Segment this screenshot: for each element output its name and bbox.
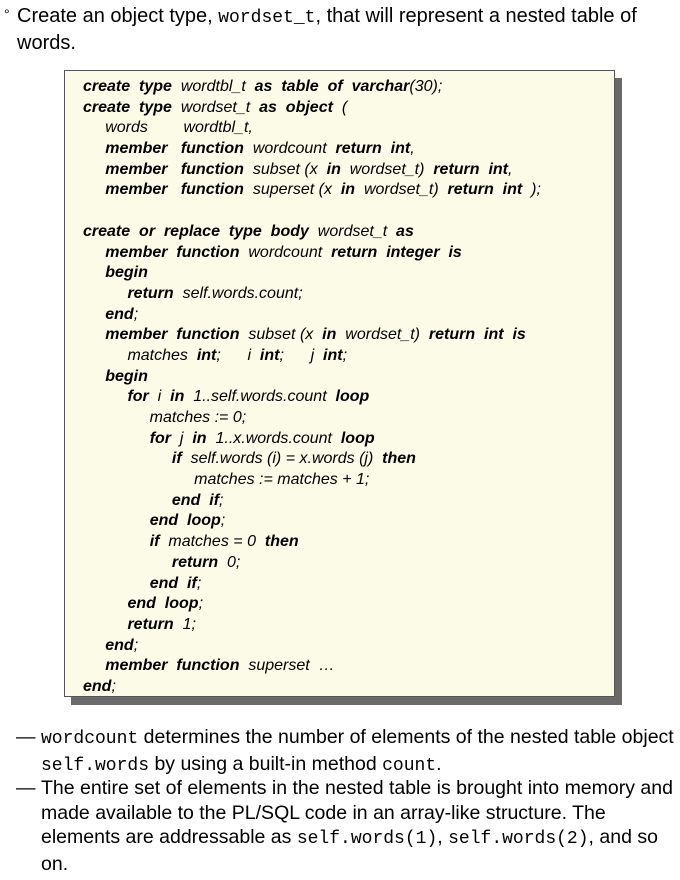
code-text: ; bbox=[220, 512, 226, 530]
code-keyword: return bbox=[331, 243, 378, 261]
code-keyword: then bbox=[382, 450, 416, 468]
code-text: ); bbox=[522, 181, 541, 199]
code-keyword: create bbox=[83, 98, 131, 116]
code-keyword: body bbox=[270, 222, 309, 240]
code-line bbox=[83, 346, 541, 367]
code-keyword: member bbox=[105, 160, 168, 178]
code-text bbox=[83, 161, 105, 178]
code-line bbox=[83, 305, 541, 326]
code-text bbox=[167, 181, 180, 198]
code-keyword: then bbox=[264, 533, 299, 551]
code-text bbox=[200, 492, 209, 509]
code-text: ; bbox=[133, 305, 139, 323]
code-keyword: int bbox=[484, 326, 504, 344]
code-keyword: if bbox=[187, 574, 197, 592]
code-text: wordset_t) bbox=[355, 181, 448, 199]
sub1-text3: . bbox=[436, 752, 442, 775]
code-keyword: int bbox=[390, 140, 411, 158]
code-line bbox=[83, 491, 541, 512]
code-text: matches := 0; bbox=[83, 409, 247, 426]
code-line bbox=[83, 470, 541, 491]
intro-code-type-name: wordset_t bbox=[218, 8, 316, 28]
code-text: matches := matches + 1; bbox=[83, 471, 370, 489]
code-keyword: int bbox=[502, 181, 523, 199]
code-line bbox=[83, 325, 541, 346]
code-text: ( bbox=[332, 98, 348, 116]
code-text bbox=[277, 99, 286, 116]
code-text bbox=[83, 575, 150, 592]
code-text bbox=[272, 78, 281, 95]
sub-bullet-text bbox=[41, 725, 676, 778]
code-keyword: loop bbox=[340, 429, 375, 447]
code-text bbox=[167, 140, 180, 157]
sub-bullet-dash: — bbox=[16, 777, 36, 799]
code-wordcount: wordcount bbox=[41, 729, 139, 749]
code-keyword: end bbox=[149, 512, 179, 530]
code-line bbox=[83, 387, 541, 408]
sub-bullet-memory bbox=[16, 776, 676, 876]
code-keyword: end bbox=[149, 574, 179, 592]
code-keyword: member bbox=[105, 657, 168, 675]
intro-post: , that will represent a nested table of words. bbox=[17, 5, 637, 54]
code-text: wordtbl_t bbox=[171, 78, 255, 95]
code-keyword: for bbox=[127, 388, 149, 406]
code-keyword: return bbox=[335, 140, 382, 158]
code-text bbox=[377, 244, 386, 261]
code-text: subset (x bbox=[243, 160, 327, 178]
code-text: wordset_t) bbox=[336, 326, 429, 344]
code-text: , bbox=[410, 140, 415, 158]
code-keyword: table bbox=[281, 78, 319, 95]
code-line bbox=[83, 594, 541, 615]
code-keyword: function bbox=[180, 181, 244, 199]
code-self-words-2: self.words(2) bbox=[448, 829, 589, 849]
code-line bbox=[83, 511, 541, 532]
code-text: ; bbox=[342, 346, 348, 364]
code-line bbox=[83, 77, 541, 98]
code-line bbox=[83, 201, 541, 222]
code-keyword: return bbox=[433, 160, 480, 178]
code-text: self.words.count; bbox=[173, 284, 303, 302]
code-line bbox=[83, 180, 541, 201]
code-keyword: end bbox=[105, 305, 134, 323]
code-text bbox=[83, 450, 172, 467]
code-keyword: type bbox=[139, 98, 172, 116]
code-text bbox=[167, 161, 180, 178]
code-text: words wordtbl_t, bbox=[83, 119, 253, 137]
intro-bullet bbox=[4, 4, 672, 56]
sub1-text1: determines the number of elements of the nested table object bbox=[138, 726, 674, 748]
code-text bbox=[83, 616, 127, 633]
code-line bbox=[83, 636, 541, 657]
code-keyword: as bbox=[259, 98, 277, 116]
code-text: (30); bbox=[409, 78, 443, 95]
code-keyword: end bbox=[105, 636, 134, 654]
code-text bbox=[83, 657, 105, 674]
code-keyword: of bbox=[327, 78, 343, 95]
code-keyword: return bbox=[127, 284, 174, 302]
code-text: superset … bbox=[239, 657, 335, 675]
code-text bbox=[83, 492, 172, 509]
code-text: , bbox=[508, 160, 513, 178]
code-keyword: return bbox=[127, 615, 174, 633]
code-text: ; bbox=[196, 574, 202, 592]
bullet-marker: ° bbox=[4, 6, 10, 22]
code-text bbox=[130, 223, 139, 240]
code-text: ; j bbox=[279, 346, 324, 364]
code-keyword: int bbox=[488, 160, 508, 178]
code-line bbox=[83, 222, 541, 243]
code-keyword: int bbox=[196, 346, 217, 364]
code-text bbox=[83, 637, 105, 654]
code-text: matches = 0 bbox=[159, 533, 265, 551]
code-text bbox=[83, 140, 105, 157]
code-keyword: return bbox=[447, 181, 494, 199]
code-text: ; bbox=[198, 595, 204, 613]
code-keyword: function bbox=[176, 243, 240, 261]
code-line bbox=[83, 367, 541, 388]
code-keyword: loop bbox=[187, 512, 221, 530]
code-text: ; bbox=[111, 677, 116, 695]
code-text bbox=[475, 326, 484, 343]
sub2-text2: , bbox=[437, 826, 449, 848]
code-text: j bbox=[171, 429, 193, 447]
code-line bbox=[83, 615, 541, 636]
code-text bbox=[83, 368, 105, 385]
sub2-text3: , and so on. bbox=[41, 826, 658, 875]
code-text: subset (x bbox=[239, 326, 323, 344]
code-text bbox=[83, 595, 127, 612]
code-keyword: function bbox=[180, 160, 244, 178]
code-keyword: in bbox=[340, 181, 356, 199]
code-self-words-1: self.words(1) bbox=[296, 829, 438, 849]
code-count: count bbox=[382, 755, 437, 776]
code-text: wordset_t bbox=[308, 222, 397, 240]
code-keyword: as bbox=[254, 78, 273, 95]
code-keyword: integer bbox=[386, 243, 440, 261]
code-text: 1..x.words.count bbox=[206, 429, 341, 447]
sub-bullet-dash: — bbox=[16, 726, 36, 748]
code-text bbox=[343, 78, 352, 95]
code-keyword: function bbox=[176, 657, 240, 675]
code-line bbox=[83, 449, 541, 470]
code-text: wordcount bbox=[243, 140, 336, 158]
code-keyword: function bbox=[180, 140, 244, 158]
code-text bbox=[382, 140, 391, 157]
code-keyword: in bbox=[192, 429, 207, 447]
code-listing-box bbox=[64, 70, 615, 697]
code-text: ; bbox=[133, 636, 139, 654]
code-text bbox=[262, 223, 271, 240]
code-line bbox=[83, 118, 541, 139]
code-text bbox=[494, 181, 503, 198]
code-line bbox=[83, 160, 541, 181]
code-text: wordcount bbox=[239, 243, 332, 261]
code-keyword: varchar bbox=[351, 78, 410, 95]
code-keyword: replace bbox=[163, 222, 220, 240]
code-keyword: object bbox=[285, 98, 333, 116]
code-keyword: in bbox=[170, 388, 185, 406]
code-line bbox=[83, 98, 541, 119]
code-text: 0; bbox=[218, 553, 241, 571]
code-keyword: member bbox=[105, 326, 168, 344]
code-keyword: or bbox=[139, 222, 156, 240]
code-text bbox=[83, 264, 105, 281]
code-line bbox=[83, 408, 541, 429]
code-line bbox=[83, 656, 541, 677]
code-keyword: as bbox=[396, 222, 414, 240]
code-keyword: is bbox=[512, 326, 526, 344]
code-text bbox=[220, 223, 229, 240]
code-line bbox=[83, 243, 541, 264]
code-text bbox=[83, 244, 105, 261]
code-keyword: in bbox=[322, 326, 337, 344]
code-line bbox=[83, 677, 541, 698]
code-text bbox=[319, 78, 328, 95]
code-keyword: member bbox=[105, 140, 168, 158]
code-keyword: if bbox=[149, 533, 160, 551]
code-keyword: create bbox=[83, 78, 131, 95]
code-text: i bbox=[148, 388, 171, 406]
sub-bullet-wordcount bbox=[16, 725, 676, 778]
sub1-text2: by using a built-in method bbox=[149, 752, 383, 775]
code-text: wordset_t bbox=[171, 98, 260, 116]
code-keyword: is bbox=[448, 243, 462, 261]
code-keyword: member bbox=[105, 181, 168, 199]
code-keyword: int bbox=[323, 346, 343, 364]
code-keyword: end bbox=[127, 595, 156, 613]
code-keyword: create bbox=[83, 222, 131, 240]
code-text bbox=[83, 533, 150, 550]
code-keyword: end bbox=[83, 677, 112, 695]
code-keyword: for bbox=[149, 429, 172, 447]
code-text: matches bbox=[83, 346, 197, 364]
intro-text bbox=[17, 4, 672, 56]
sub2-text1: The entire set of elements in the nested table is brought into memory and made available to the PL/SQL code in an array-like structure. The elements are addressable as bbox=[41, 777, 673, 848]
code-keyword: int bbox=[259, 346, 280, 364]
code-text bbox=[83, 388, 127, 405]
code-keyword: begin bbox=[105, 264, 148, 282]
code-text bbox=[83, 326, 105, 343]
code-text: wordset_t) bbox=[340, 160, 434, 178]
code-keyword: type bbox=[139, 78, 172, 95]
code-text bbox=[155, 223, 164, 240]
code-text: 1..self.words.count bbox=[184, 388, 336, 406]
code-text bbox=[83, 512, 150, 529]
code-keyword: loop bbox=[164, 595, 199, 613]
code-self-words: self.words bbox=[41, 755, 150, 776]
code-keyword: if bbox=[209, 491, 220, 509]
code-text: superset (x bbox=[243, 181, 341, 199]
code-keyword: return bbox=[171, 553, 219, 571]
code-keyword: begin bbox=[105, 367, 148, 385]
code-line bbox=[83, 284, 541, 305]
code-text bbox=[83, 430, 150, 447]
code-keyword: loop bbox=[335, 388, 370, 406]
code-keyword: if bbox=[171, 450, 182, 468]
code-text: ; i bbox=[216, 346, 260, 364]
code-line bbox=[83, 574, 541, 595]
code-keyword: type bbox=[228, 222, 262, 240]
code-text bbox=[83, 554, 172, 571]
code-keyword: end bbox=[171, 491, 201, 509]
sub-bullet-text bbox=[41, 776, 676, 876]
code-text: self.words (i) = x.words (j) bbox=[181, 450, 383, 468]
code-text bbox=[83, 306, 105, 323]
code-line bbox=[83, 532, 541, 553]
code-text bbox=[178, 512, 187, 529]
code-keyword: member bbox=[105, 243, 168, 261]
code-keyword: function bbox=[176, 326, 240, 344]
intro-pre: Create an object type, bbox=[17, 5, 219, 27]
code-text bbox=[178, 575, 187, 592]
code-text bbox=[156, 595, 165, 612]
code-keyword: in bbox=[326, 160, 341, 178]
code-line bbox=[83, 263, 541, 284]
code-text bbox=[130, 78, 139, 95]
code-keyword: return bbox=[428, 326, 476, 344]
code-text: 1; bbox=[173, 615, 196, 633]
code-text bbox=[83, 181, 105, 198]
code-line bbox=[83, 553, 541, 574]
code-text: ; bbox=[219, 491, 224, 509]
code-text bbox=[83, 285, 127, 302]
code-line bbox=[83, 429, 541, 450]
code-line bbox=[83, 139, 541, 160]
code-listing bbox=[83, 77, 541, 698]
code-text bbox=[130, 99, 139, 116]
